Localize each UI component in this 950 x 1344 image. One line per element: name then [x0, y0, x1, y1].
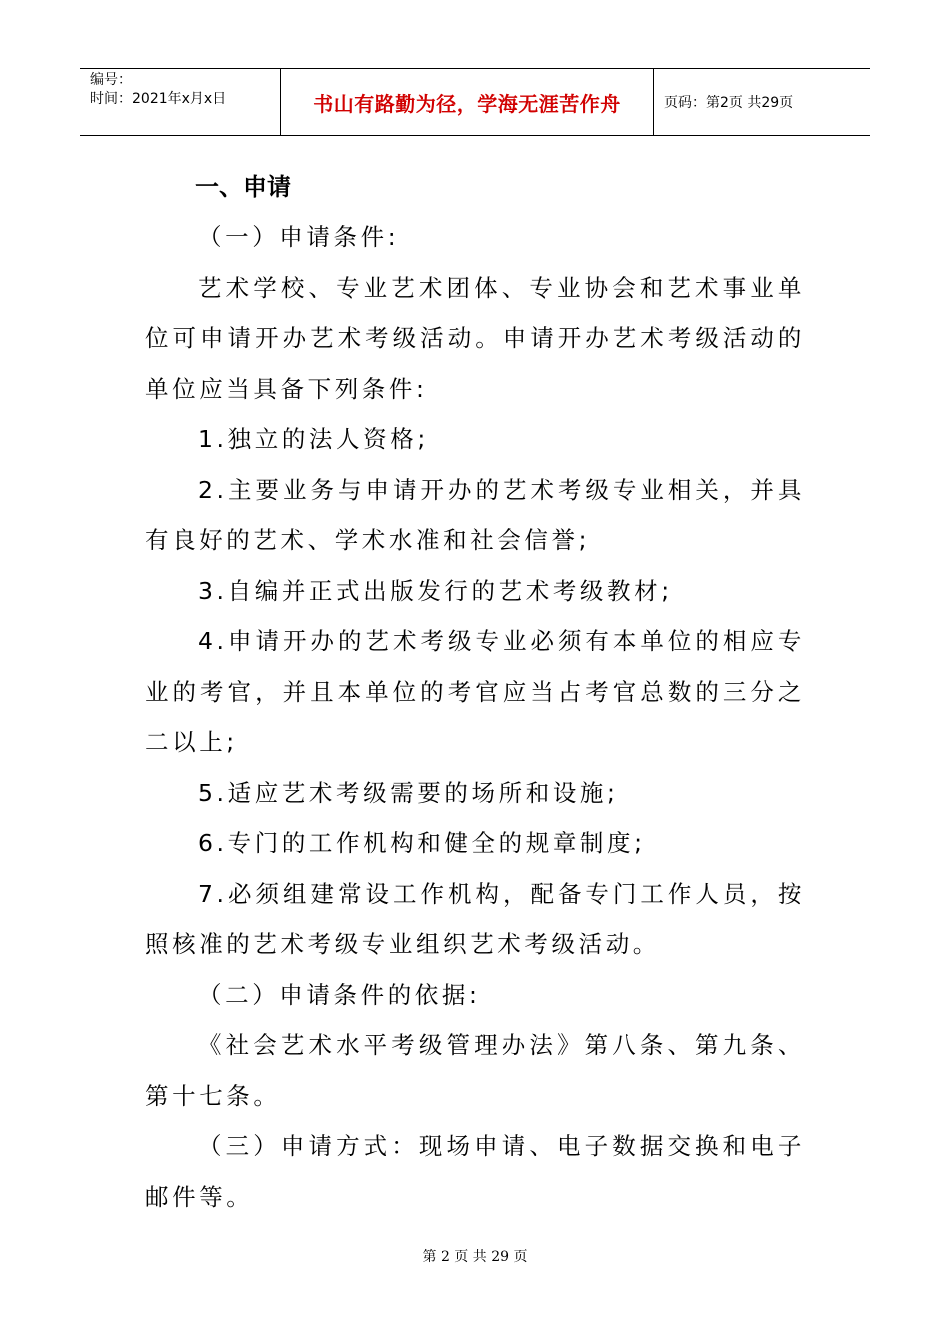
paragraph: 艺术学校、专业艺术团体、专业协会和艺术事业单位可申请开办艺术考级活动。申请开办艺术考级活动的单位应当具备下列条件:	[145, 273, 805, 403]
number-label: 编号：	[90, 72, 132, 88]
paragraph: （一）申请条件:	[198, 223, 400, 251]
paragraph: （二）申请条件的依据:	[198, 980, 481, 1009]
page-header	[80, 68, 870, 136]
paragraph: （三）申请方式：现场申请、电子数据交换和电子邮件等。	[145, 1132, 805, 1211]
header-page-number: 页码：第2页 共29页	[664, 95, 794, 111]
time-label: 时间：2021年x月x日	[90, 91, 227, 107]
header-meta	[80, 69, 281, 135]
paragraph: 5.适应艺术考级需要的场所和设施;	[198, 778, 619, 807]
paragraph: 6.专门的工作机构和健全的规章制度;	[198, 829, 646, 857]
paragraph: 1.独立的法人资格;	[198, 425, 429, 453]
document-body	[145, 162, 805, 1222]
paragraph: 《社会艺术水平考级管理办法》第八条、第九条、第十七条。	[145, 1031, 805, 1110]
paragraph: 4.申请开办的艺术考级专业必须有本单位的相应专业的考官，并且本单位的考官应当占考官总数的三分之二以上;	[145, 627, 805, 756]
section-heading: 一、申请	[195, 173, 291, 201]
paragraph: 3.自编并正式出版发行的艺术考级教材;	[198, 576, 673, 605]
page-footer: 第 2 页 共 29 页	[422, 1249, 528, 1265]
paragraph: 2.主要业务与申请开办的艺术考级专业相关，并具有良好的艺术、学术水准和社会信誉;	[145, 475, 805, 554]
header-motto: 书山有路勤为径，学海无涯苦作舟	[281, 69, 654, 135]
paragraph: 7.必须组建常设工作机构，配备专门工作人员，按照核准的艺术考级专业组织艺术考级活动。	[145, 879, 805, 958]
